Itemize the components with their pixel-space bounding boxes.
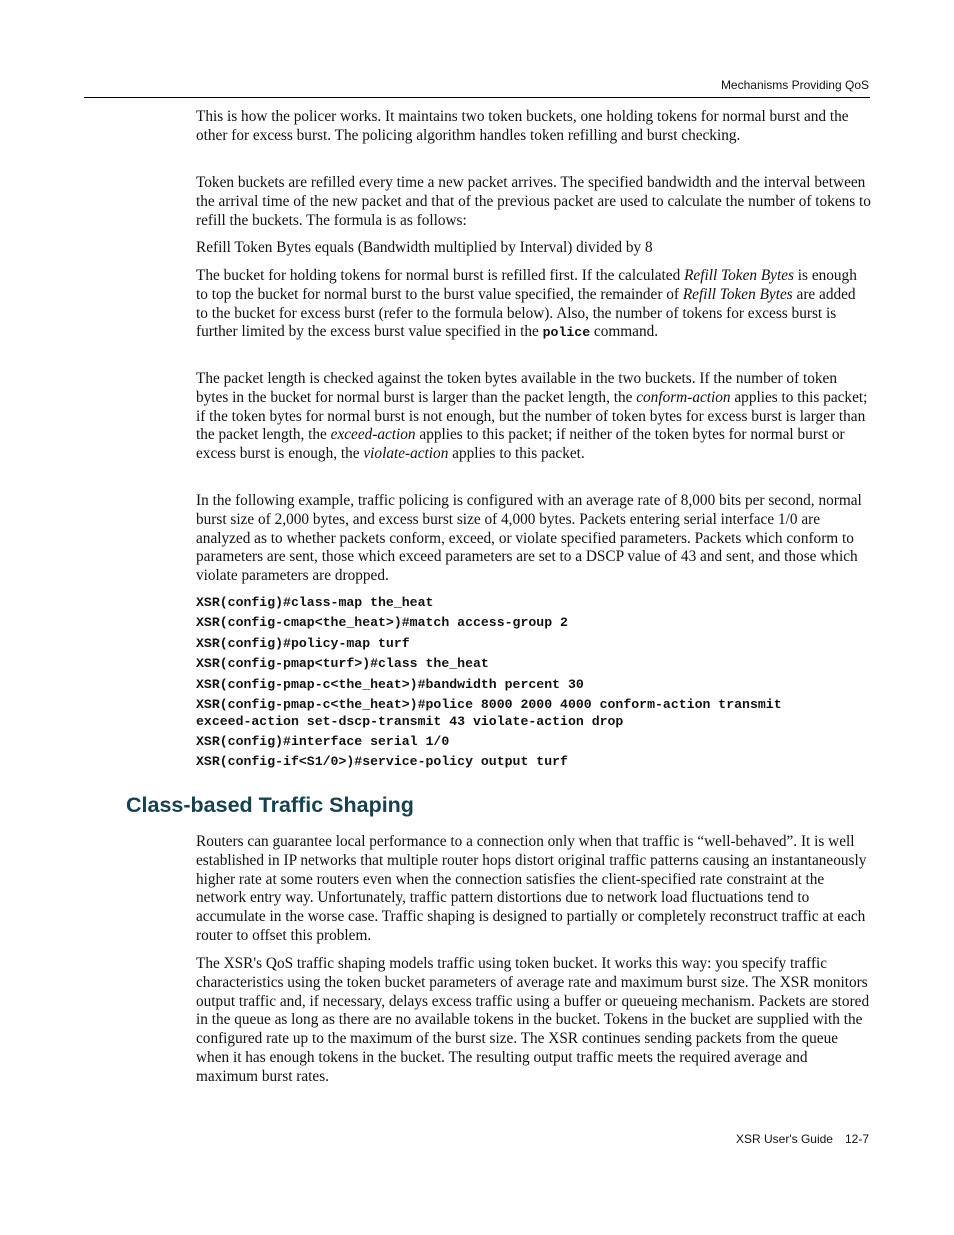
paragraph-text <box>196 370 871 464</box>
code-line: XSR(config-pmap-c<the_heat>)#bandwidth percent 30 <box>196 677 584 692</box>
text-run: is enough to top the bucket for normal burst to the burst value specified, the remainder of <box>196 267 857 303</box>
page-footer <box>736 1132 869 1146</box>
paragraph-formula <box>196 239 871 258</box>
code-line: XSR(config-cmap<the_heat>)#match access-group 2 <box>196 615 568 630</box>
section-heading: Class-based Traffic Shaping <box>126 793 414 817</box>
code-line: XSR(config-pmap<turf>)#class the_heat <box>196 656 489 671</box>
text-run: are added to the bucket for excess burst (refer to the formula below). Also, the number of tokens for excess burst is further limited by the excess burst value specified in the <box>196 285 856 341</box>
text-run: applies to this packet. <box>448 445 585 463</box>
paragraph-text: This is how the policer works. It maintains two token buckets, one holding tokens for normal burst and the other for excess burst. The policing algorithm handles token refilling and burst checking. <box>196 108 849 144</box>
italic-term: conform-action <box>636 388 731 406</box>
paragraph-refill <box>196 174 871 230</box>
header-rule <box>84 97 870 98</box>
code-line: XSR(config)#policy-map turf <box>196 636 410 651</box>
code-line: XSR(config-if<S1/0>)#service-policy output turf <box>196 754 568 769</box>
code-line: XSR(config)#class-map the_heat <box>196 595 434 610</box>
text-run: The bucket for holding tokens for normal burst is refilled first. If the calculated <box>196 267 685 284</box>
text-run: applies to this packet; if neither of the token bytes for normal burst or excess burst is enough, the <box>196 426 845 463</box>
paragraph-shaping-intro <box>196 833 871 946</box>
italic-term: violate-action <box>363 445 449 463</box>
code-line: XSR(config)#interface serial 1/0 <box>196 734 450 749</box>
paragraph-packet-length <box>196 370 871 464</box>
code-line: XSR(config-pmap-c<the_heat>)#police 8000 2000 4000 conform-action transmit <box>196 697 782 712</box>
paragraph-shaping-model <box>196 955 871 1087</box>
italic-term: Refill Token Bytes <box>682 285 793 303</box>
running-header: Mechanisms Providing QoS <box>720 78 869 92</box>
command-keyword: police <box>542 325 591 341</box>
paragraph-bucket <box>196 267 871 343</box>
page-number: 12-7 <box>844 1132 869 1146</box>
text-run: The packet length is checked against the token bytes available in the two buckets. If the number of token bytes in the bucket for normal burst is larger than the packet length, the <box>196 370 837 406</box>
paragraph-policer <box>196 108 871 146</box>
paragraph-text: In the following example, traffic policing is configured with an average rate of 8,000 bits per second, normal burst size of 2,000 bytes, and excess burst size of 4,000 bytes. Packets entering serial interface 1/0 are analyzed as to whether packets conform, exceed, or violate specified parameters. Packets which conform to parameters are sent, those which exceed parameters are set to a DSCP value of 43 and sent, and those which violate parameters are dropped. <box>196 492 862 585</box>
paragraph-text: Token buckets are refilled every time a new packet arrives. The specified bandwidth and the interval between the arrival time of the new packet and that of the previous packet are used to calculate the number of tokens to refill the buckets. The formula is as follows: <box>196 174 871 229</box>
italic-term: Refill Token Bytes <box>684 267 794 284</box>
paragraph-text: Routers can guarantee local performance to a connection only when that traffic is “well-behaved”. It is well established in IP networks that multiple router hops distort original traffic patterns causing an instantaneously higher rate at some routers even when the connection satisfies the client-specified rate constraint at the network entry way. Unfortunately, traffic pattern distortions due to network load fluctuations tend to accumulate in the worse case. Traffic shaping is designed to partially or completely reconstruct traffic at each router to offset this problem. <box>196 833 867 944</box>
text-run: command. <box>590 323 659 341</box>
paragraph-text <box>196 267 871 343</box>
code-line: exceed-action set-dscp-transmit 43 violate-action drop <box>196 714 624 729</box>
paragraph-example <box>196 492 871 586</box>
text-run: applies to this packet; if the token bytes for normal burst is not enough, but the number of token bytes for excess burst is larger than the packet length, the <box>196 388 868 444</box>
paragraph-text: The XSR's QoS traffic shaping models traffic using token bucket. It works this way: you specify traffic characteristics using the token bucket parameters of average rate and maximum burst size. The XSR monitors output traffic and, if necessary, delays excess traffic using a buffer or queueing mechanism. Packets are stored in the queue as long as there are no available tokens in the bucket. Tokens in the bucket are supplied with the configured rate up to the maximum of the burst size. The XSR continues sending packets from the queue when it has enough tokens in the bucket. The resulting output traffic meets the required average and maximum burst rates. <box>196 955 870 1085</box>
formula-text: Refill Token Bytes equals (Bandwidth multiplied by Interval) divided by 8 <box>196 239 653 256</box>
italic-term: exceed-action <box>330 426 416 444</box>
footer-guide-title: XSR User's Guide <box>735 1132 833 1146</box>
